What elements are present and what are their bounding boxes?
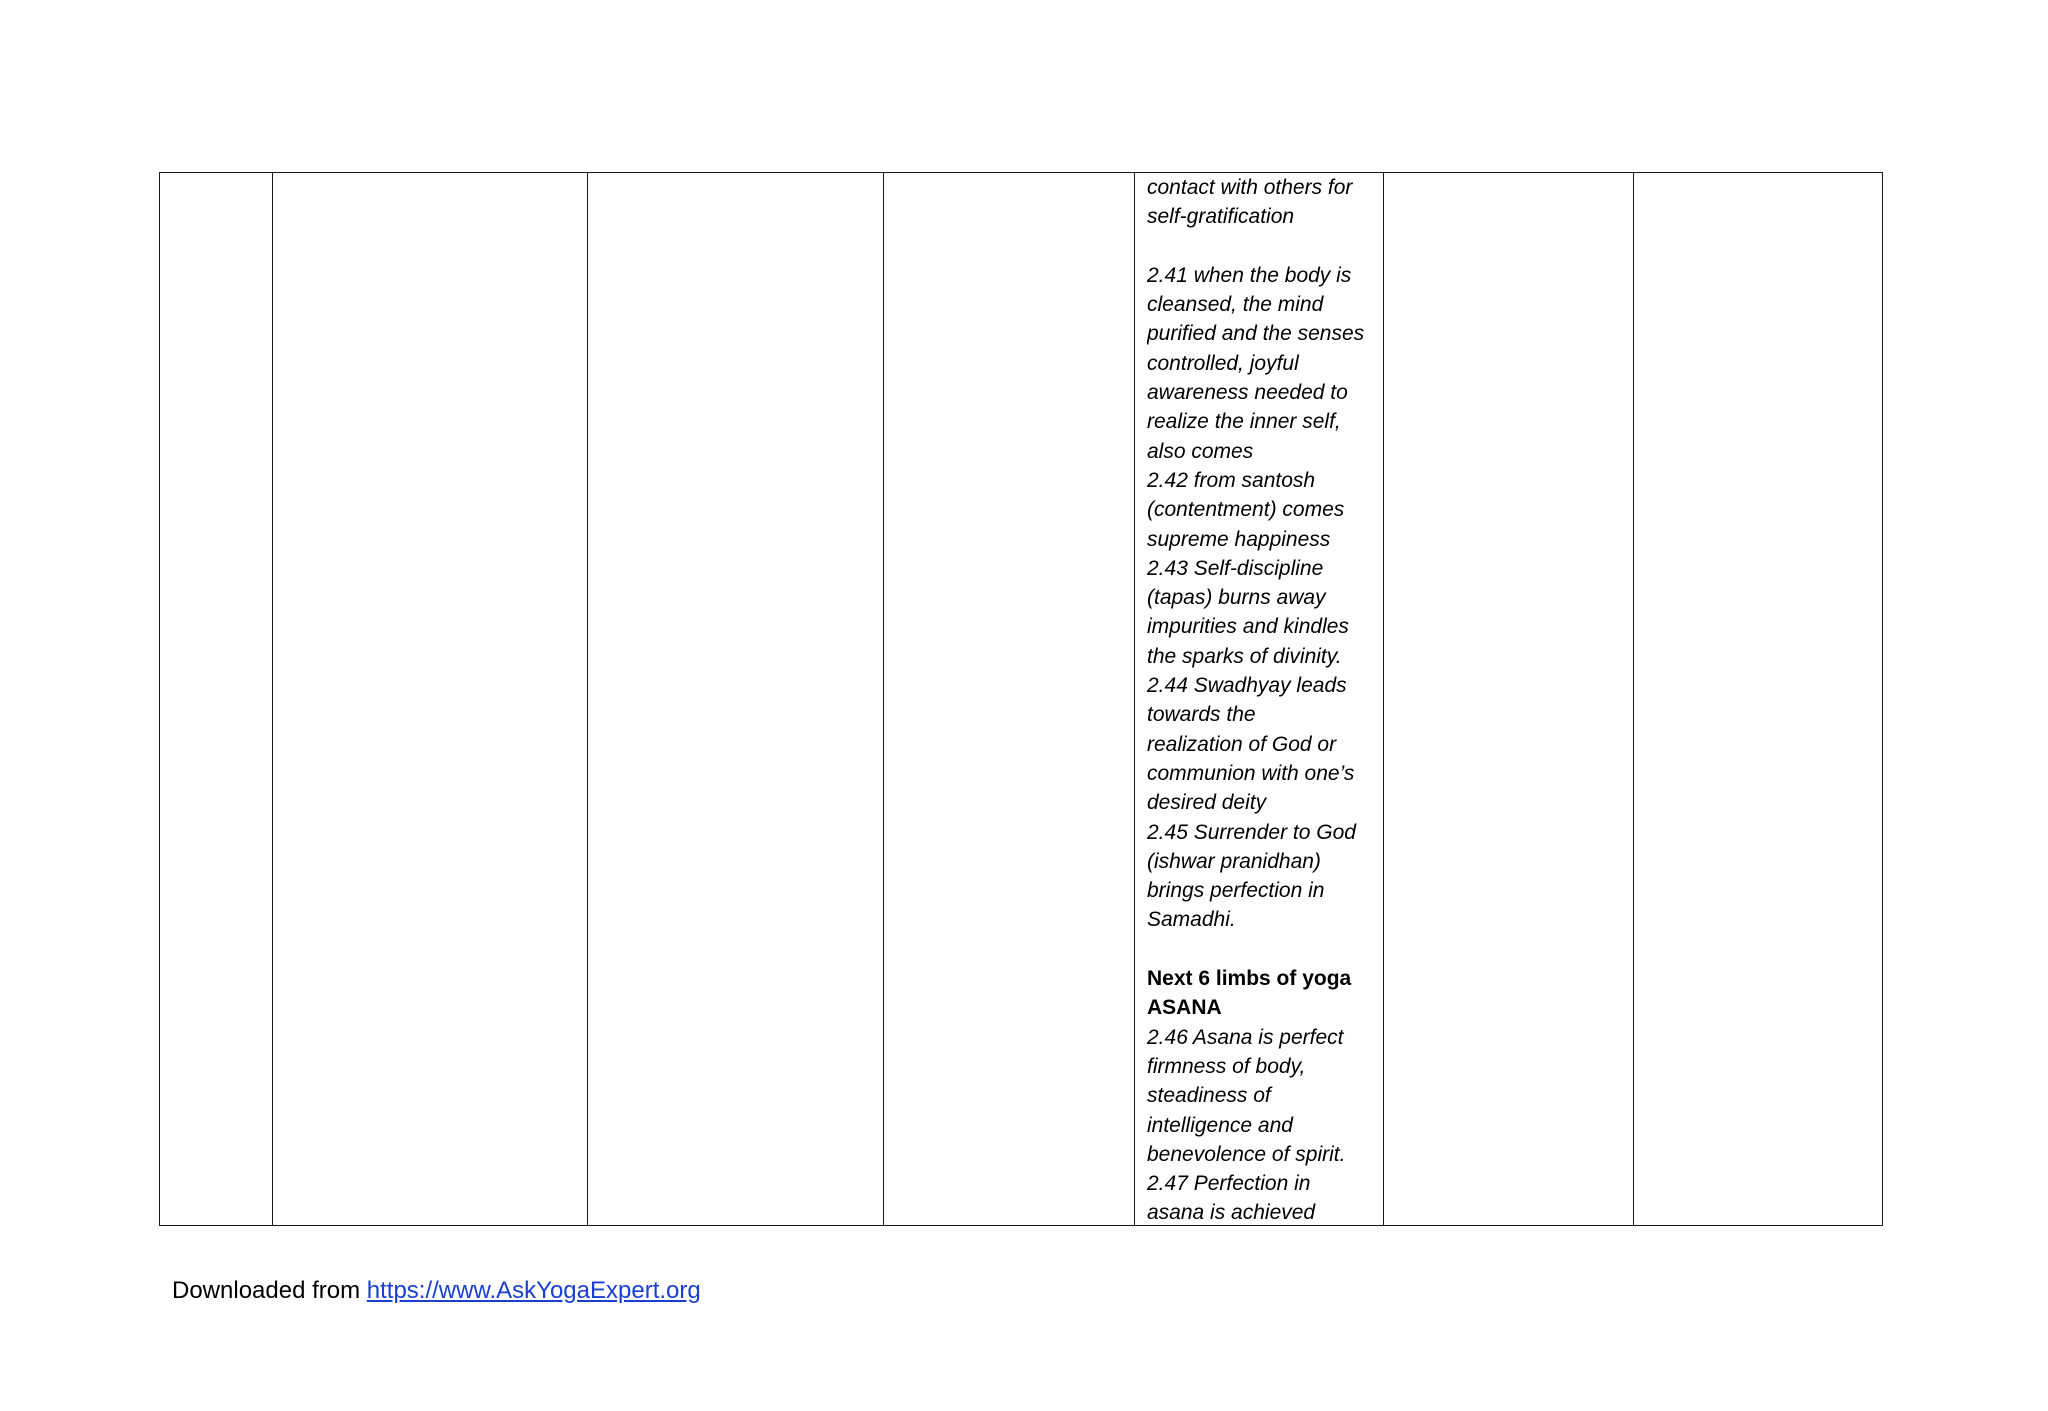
text-line: self-gratification [1147, 205, 1295, 229]
content-table [159, 172, 1883, 1226]
table-cell-3 [588, 173, 884, 1226]
sutra-text [1147, 173, 1375, 1225]
text-line: 2.41 when the body is [1147, 263, 1352, 287]
text-line: asana is achieved [1147, 1201, 1316, 1225]
text-line: benevolence of spirit. [1147, 1142, 1346, 1166]
table-cell-1 [160, 173, 273, 1226]
source-link[interactable]: https://www.AskYogaExpert.org [366, 1277, 701, 1304]
text-line: realize the inner self, [1147, 410, 1341, 434]
footer-prefix: Downloaded from [172, 1277, 367, 1304]
text-line: (ishwar pranidhan) [1147, 849, 1321, 873]
text-line: contact with others for [1147, 176, 1353, 199]
text-line: desired deity [1147, 791, 1267, 815]
text-line: supreme happiness [1147, 527, 1331, 551]
table-cell-2 [273, 173, 588, 1226]
text-line: cleansed, the mind [1147, 293, 1324, 317]
text-line: firmness of body, [1147, 1054, 1306, 1078]
section-heading: ASANA [1147, 996, 1222, 1020]
text-line: intelligence and [1147, 1113, 1293, 1137]
text-line: purified and the senses [1147, 322, 1365, 346]
text-line: (tapas) burns away [1147, 586, 1326, 610]
download-footer [172, 1276, 701, 1306]
text-line: impurities and kindles [1147, 615, 1349, 639]
table-cell-7 [1634, 173, 1883, 1226]
text-line: 2.44 Swadhyay leads [1147, 674, 1347, 698]
table-cell-4 [884, 173, 1135, 1226]
text-line: towards the [1147, 703, 1256, 727]
blank-line [1147, 935, 1375, 964]
table-cell-6 [1384, 173, 1634, 1226]
text-line: 2.43 Self-discipline [1147, 556, 1324, 580]
text-line: also comes [1147, 439, 1254, 463]
text-line: awareness needed to [1147, 381, 1348, 405]
text-line: 2.46 Asana is perfect [1147, 1025, 1344, 1049]
text-line: 2.47 Perfection in [1147, 1172, 1311, 1196]
text-line: the sparks of divinity. [1147, 644, 1342, 668]
text-line: Samadhi. [1147, 908, 1236, 932]
text-line: brings perfection in [1147, 879, 1325, 903]
text-line: controlled, joyful [1147, 351, 1299, 375]
text-line: 2.45 Surrender to God [1147, 820, 1356, 844]
table-row [160, 173, 1883, 1226]
text-line: steadiness of [1147, 1084, 1271, 1108]
text-line: 2.42 from santosh [1147, 468, 1316, 492]
section-heading: Next 6 limbs of yoga [1147, 967, 1352, 991]
text-line: communion with one’s [1147, 761, 1355, 785]
table-cell-5 [1135, 173, 1384, 1226]
text-line: realization of God or [1147, 732, 1337, 756]
blank-line [1147, 232, 1375, 261]
text-line: (contentment) comes [1147, 498, 1345, 522]
